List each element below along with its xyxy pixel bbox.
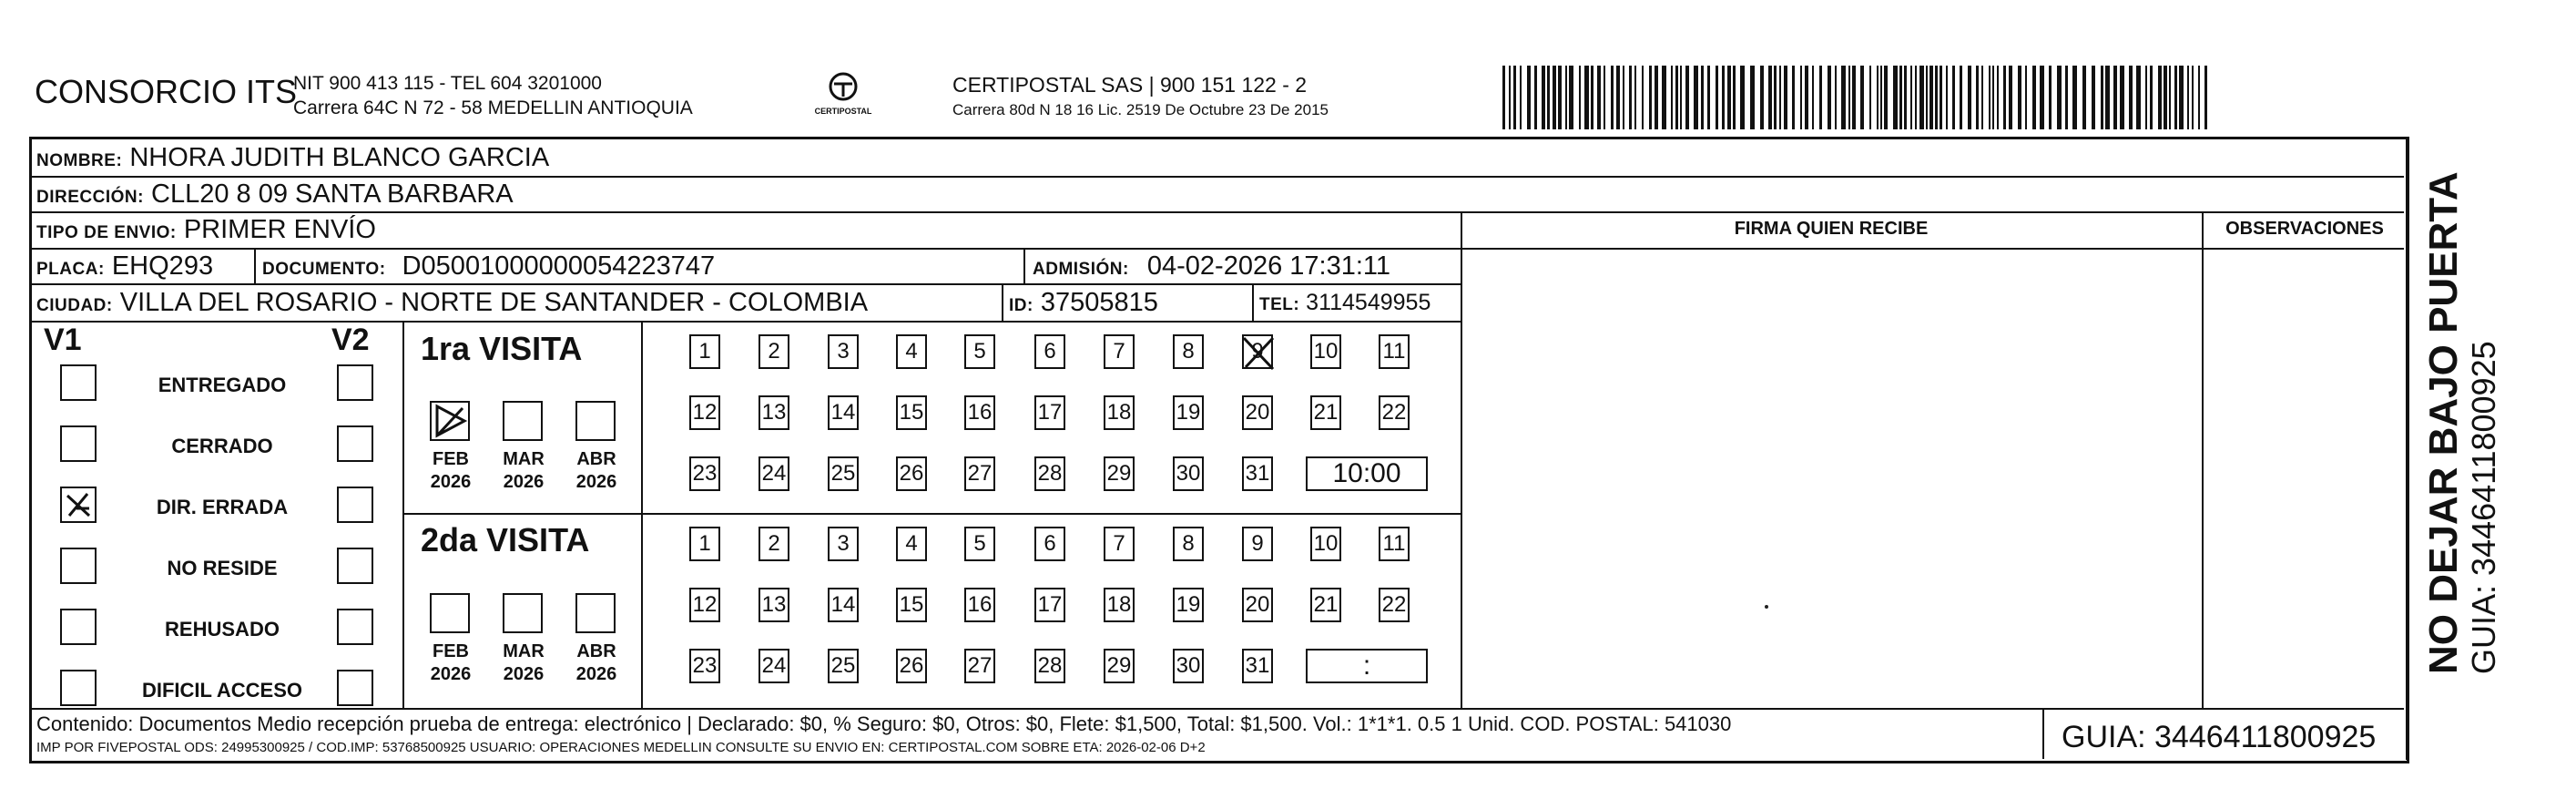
day-box[interactable]: 8: [1173, 334, 1204, 369]
v2-checkbox[interactable]: [337, 487, 373, 523]
status-label-5: DIFICIL ACCESO: [141, 679, 302, 702]
carrier-line1: CERTIPOSTAL SAS | 900 151 122 - 2: [952, 73, 1308, 97]
day-box[interactable]: 18: [1104, 395, 1135, 430]
day-box[interactable]: 14: [828, 395, 859, 430]
barcode-bar: [1935, 66, 1938, 129]
barcode-bar: [2164, 66, 2167, 129]
barcode-bar: [1558, 66, 1562, 129]
barcode-bar: [1919, 66, 1924, 129]
barcode-bar: [1910, 66, 1912, 129]
barcode-bar: [2032, 66, 2036, 129]
barcode-bar: [1860, 66, 1864, 129]
direccion-row: [36, 179, 514, 210]
day-box[interactable]: 26: [896, 649, 927, 683]
barcode-bar: [1579, 66, 1581, 129]
day-box[interactable]: 30: [1173, 649, 1204, 683]
barcode-bar: [1740, 66, 1745, 129]
observaciones-label: OBSERVACIONES: [2225, 219, 2384, 239]
year-label: 2026: [503, 472, 545, 492]
barcode-bar: [1569, 66, 1573, 129]
sender-address-line: Carrera 64C N 72 - 58 MEDELLIN ANTIOQUIA: [293, 97, 693, 118]
barcode-bar: [1792, 66, 1795, 129]
barcode-bar: [2158, 66, 2162, 129]
barcode-bar: [1760, 66, 1764, 129]
year-label: 2026: [575, 472, 617, 492]
barcode-bar: [1722, 66, 1725, 129]
barcode-bar: [2129, 66, 2133, 129]
day-box[interactable]: 22: [1379, 588, 1410, 622]
day-box[interactable]: 29: [1104, 649, 1135, 683]
barcode-bar: [1584, 66, 1589, 129]
day-box[interactable]: 10: [1310, 527, 1341, 561]
month-checkbox-abr[interactable]: [575, 593, 616, 633]
second-visit-title: 2da VISITA: [421, 521, 590, 558]
ciudad-label: CIUDAD:: [36, 296, 113, 315]
day-box[interactable]: 4: [896, 527, 927, 561]
barcode-bar: [1701, 66, 1704, 129]
v1-checkbox[interactable]: [60, 609, 97, 645]
day-box[interactable]: 11: [1379, 527, 1410, 561]
day-box[interactable]: 24: [759, 456, 789, 491]
month-label: FEB: [433, 449, 469, 469]
barcode-bar: [1929, 66, 1933, 129]
barcode-bar: [1976, 66, 1979, 129]
barcode-bar: [1869, 66, 1871, 129]
day-box[interactable]: 28: [1034, 456, 1065, 491]
year-label: 2026: [430, 472, 472, 492]
barcode-bar: [1502, 66, 1505, 129]
barcode-bar: [2204, 66, 2207, 129]
barcode-bar: [1960, 66, 1962, 129]
barcode-bar: [2120, 66, 2124, 129]
barcode-bar: [1940, 66, 1942, 129]
tel-value: 3114549955: [1306, 290, 1431, 315]
certipostal-logo: [810, 71, 876, 116]
check-mark-icon: [1240, 333, 1277, 373]
tipo-label: TIPO DE ENVIO:: [36, 223, 177, 242]
barcode-bar: [1805, 66, 1808, 129]
day-box[interactable]: 7: [1104, 334, 1135, 369]
month-label: ABR: [576, 641, 616, 661]
sender-name: CONSORCIO ITS: [35, 73, 298, 110]
day-box[interactable]: 9: [1242, 334, 1273, 369]
sender-info: [293, 71, 693, 120]
v1-checkbox[interactable]: [60, 670, 97, 706]
v2-checkbox[interactable]: [337, 609, 373, 645]
admision-label: ADMISIÓN:: [1033, 260, 1129, 279]
signature-area-mark: [1765, 605, 1768, 609]
check-mark-icon: [62, 488, 95, 521]
barcode-bar: [2082, 66, 2086, 129]
barcode-bar: [2018, 66, 2021, 129]
barcode-bar: [1852, 66, 1856, 129]
id-row: [1009, 288, 1158, 318]
status-label-4: REHUSADO: [165, 618, 280, 640]
barcode-bar: [2025, 66, 2027, 129]
barcode-bar: [1841, 66, 1846, 129]
barcode-bar: [2092, 66, 2095, 129]
day-box[interactable]: 27: [964, 456, 995, 491]
day-box[interactable]: 1: [689, 334, 720, 369]
id-label: ID:: [1009, 296, 1033, 315]
barcode-bar: [1989, 66, 1991, 129]
day-box[interactable]: 3: [828, 334, 859, 369]
v1-checkbox[interactable]: [60, 364, 97, 401]
year-label: 2026: [503, 664, 545, 684]
documento-value: D05001000000054223747: [402, 251, 716, 281]
barcode-bar: [1597, 66, 1601, 129]
day-box[interactable]: 12: [689, 395, 720, 430]
day-box[interactable]: 5: [964, 527, 995, 561]
barcode-bar: [1611, 66, 1614, 129]
barcode-bar: [1534, 66, 1537, 129]
nombre-value: NHORA JUDITH BLANCO GARCIA: [129, 143, 550, 172]
side-guia: GUIA: 3446411800925: [2465, 341, 2502, 674]
barcode-bar: [1685, 66, 1689, 129]
check-mark-icon: [432, 403, 468, 439]
barcode-bar: [1926, 66, 1928, 129]
barcode-bar: [2169, 66, 2171, 129]
side-warning: NO DEJAR BAJO PUERTA: [2421, 171, 2466, 674]
month-checkbox-mar[interactable]: [503, 401, 543, 441]
barcode-bar: [1649, 66, 1652, 129]
id-value: 37505815: [1040, 288, 1158, 317]
nombre-row: [36, 143, 549, 173]
barcode-bar: [2003, 66, 2006, 129]
sender-nit-line: NIT 900 413 115 - TEL 604 3201000: [293, 73, 602, 94]
day-box[interactable]: 18: [1104, 588, 1135, 622]
barcode-bar: [1884, 66, 1888, 129]
status-label-3: NO RESIDE: [167, 557, 278, 579]
barcode-bar: [1565, 66, 1567, 129]
barcode-bar: [2113, 66, 2117, 129]
v1-checkbox[interactable]: [60, 425, 97, 462]
day-box[interactable]: 8: [1173, 527, 1204, 561]
barcode-bar: [2179, 66, 2184, 129]
documento-row: [262, 251, 715, 282]
barcode-bar: [1509, 66, 1511, 129]
footer-guia: GUIA: 3446411800925: [2062, 720, 2377, 754]
placa-row: [36, 251, 213, 282]
barcode-bar: [2198, 66, 2200, 129]
barcode-bar: [1553, 66, 1556, 129]
barcode-bar: [2101, 66, 2103, 129]
barcode-bar: [1848, 66, 1850, 129]
day-box[interactable]: 13: [759, 395, 789, 430]
barcode-bar: [2192, 66, 2194, 129]
tipo-value: PRIMER ENVÍO: [183, 215, 376, 244]
tel-label: TEL:: [1259, 295, 1300, 314]
barcode-bar: [2136, 66, 2141, 129]
time-box[interactable]: 10:00: [1306, 456, 1428, 491]
day-box[interactable]: 28: [1034, 649, 1065, 683]
day-box[interactable]: 12: [689, 588, 720, 622]
direccion-label: DIRECCIÓN:: [36, 188, 144, 207]
day-box[interactable]: 2: [759, 527, 789, 561]
day-box[interactable]: 13: [759, 588, 789, 622]
v1-checkbox[interactable]: [60, 548, 97, 584]
barcode-bar: [1774, 66, 1777, 129]
barcode-bar: [1952, 66, 1955, 129]
placa-label: PLACA:: [36, 260, 105, 279]
day-box[interactable]: 5: [964, 334, 995, 369]
barcode-bar: [1547, 66, 1550, 129]
barcode-bar: [1520, 66, 1522, 129]
barcode-bar: [1893, 66, 1898, 129]
barcode-bar: [1733, 66, 1736, 129]
month-label: ABR: [576, 449, 616, 469]
certipostal-logo-icon: [825, 71, 861, 102]
day-box[interactable]: 24: [759, 649, 789, 683]
month-checkbox-feb[interactable]: [430, 593, 470, 633]
day-box[interactable]: 20: [1242, 588, 1273, 622]
day-box[interactable]: 25: [828, 649, 859, 683]
barcode-bar: [2187, 66, 2189, 129]
barcode-bar: [1527, 66, 1531, 129]
barcode-bar: [1784, 66, 1787, 129]
barcode-bar: [1812, 66, 1814, 129]
month-label: MAR: [503, 449, 545, 469]
year-label: 2026: [430, 664, 472, 684]
day-box[interactable]: 15: [896, 588, 927, 622]
day-box[interactable]: 23: [689, 649, 720, 683]
barcode-bar: [1880, 66, 1882, 129]
contents-line: Contenido: Documentos Medio recepción prueba de entrega: electrónico | Declarado: $0, % Seguro: $0, Otros: $0, Flete: $1,500, Total: $1,500. Vol.: 1*1*1. 0.5 1 Unid. COD. POSTAL: 541030: [36, 712, 1732, 735]
barcode-bar: [1727, 66, 1731, 129]
print-info-line: IMP POR FIVEPOSTAL ODS: 24995300925 / COD.IMP: 53768500925 USUARIO: OPERACIONES MEDELLIN CONSULTE SU ENVIO EN: CERTIPOSTAL.COM SOBRE ETA: 2026-02-06 D+2: [36, 740, 1206, 755]
barcode-bar: [1750, 66, 1755, 129]
day-box[interactable]: 10: [1310, 334, 1341, 369]
v2-checkbox[interactable]: [337, 364, 373, 401]
barcode-bar: [1968, 66, 1971, 129]
day-box[interactable]: 15: [896, 395, 927, 430]
day-box[interactable]: 17: [1034, 588, 1065, 622]
day-box[interactable]: 2: [759, 334, 789, 369]
day-box[interactable]: 27: [964, 649, 995, 683]
barcode-bar: [2145, 66, 2147, 129]
barcode: [1502, 66, 2222, 129]
day-box[interactable]: 25: [828, 456, 859, 491]
barcode-bar: [1828, 66, 1831, 129]
barcode-bar: [1800, 66, 1802, 129]
day-box[interactable]: 4: [896, 334, 927, 369]
day-box[interactable]: 14: [828, 588, 859, 622]
barcode-bar: [1992, 66, 1994, 129]
barcode-bar: [2065, 66, 2068, 129]
barcode-bar: [1662, 66, 1666, 129]
year-label: 2026: [575, 664, 617, 684]
status-label-0: ENTREGADO: [158, 374, 287, 396]
v2-header: V2: [331, 323, 370, 357]
day-box[interactable]: 21: [1310, 395, 1341, 430]
day-box[interactable]: 20: [1242, 395, 1273, 430]
tel-row: [1259, 290, 1431, 316]
admision-row: [1033, 251, 1390, 282]
placa-value: EHQ293: [111, 251, 214, 281]
admision-value: 04-02-2026 17:31:11: [1146, 251, 1391, 281]
barcode-bar: [1694, 66, 1698, 129]
barcode-bar: [1634, 66, 1636, 129]
status-label-1: CERRADO: [171, 435, 273, 457]
barcode-bar: [1997, 66, 1999, 129]
v1-header: V1: [44, 323, 82, 357]
day-box[interactable]: 19: [1173, 588, 1204, 622]
v2-checkbox[interactable]: [337, 548, 373, 584]
barcode-bar: [1680, 66, 1682, 129]
day-box[interactable]: 11: [1379, 334, 1410, 369]
barcode-bar: [1899, 66, 1902, 129]
ciudad-value: VILLA DEL ROSARIO - NORTE DE SANTANDER - COLOMBIA: [119, 288, 869, 317]
barcode-bar: [1542, 66, 1545, 129]
day-box[interactable]: 17: [1034, 395, 1065, 430]
barcode-bar: [1981, 66, 1983, 129]
time-box[interactable]: :: [1306, 649, 1428, 683]
barcode-bar: [1623, 66, 1624, 129]
barcode-bar: [1915, 66, 1917, 129]
barcode-bar: [1904, 66, 1907, 129]
v2-checkbox[interactable]: [337, 670, 373, 706]
barcode-bar: [2009, 66, 2012, 129]
barcode-bar: [1604, 66, 1605, 129]
barcode-bar: [1835, 66, 1837, 129]
barcode-bar: [2049, 66, 2052, 129]
day-box[interactable]: 22: [1379, 395, 1410, 430]
barcode-bar: [2105, 66, 2110, 129]
barcode-bar: [1591, 66, 1593, 129]
direccion-value: CLL20 8 09 SANTA BARBARA: [151, 179, 514, 209]
month-label: FEB: [433, 641, 469, 661]
nombre-label: NOMBRE:: [36, 151, 123, 170]
day-box[interactable]: 6: [1034, 527, 1065, 561]
side-text: [2422, 164, 2502, 674]
day-box[interactable]: 19: [1173, 395, 1204, 430]
carrier-line2: Carrera 80d N 18 16 Lic. 2519 De Octubre 23 De 2015: [952, 101, 1329, 118]
barcode-bar: [1779, 66, 1781, 129]
barcode-bar: [2174, 66, 2177, 129]
barcode-bar: [1671, 66, 1673, 129]
tipo-row: [36, 215, 376, 245]
barcode-bar: [1616, 66, 1620, 129]
day-box[interactable]: 16: [964, 588, 995, 622]
day-box[interactable]: 21: [1310, 588, 1341, 622]
barcode-bar: [1675, 66, 1678, 129]
month-label: MAR: [503, 641, 545, 661]
firma-label: FIRMA QUIEN RECIBE: [1734, 219, 1929, 239]
ciudad-row: [36, 288, 868, 318]
status-label-2: DIR. ERRADA: [156, 496, 289, 518]
day-box[interactable]: 16: [964, 395, 995, 430]
barcode-bar: [1819, 66, 1822, 129]
documento-label: DOCUMENTO:: [262, 260, 386, 279]
month-checkbox-abr[interactable]: [575, 401, 616, 441]
day-box[interactable]: 26: [896, 456, 927, 491]
barcode-bar: [1642, 66, 1644, 129]
day-box[interactable]: 7: [1104, 527, 1135, 561]
barcode-bar: [2057, 66, 2062, 129]
v2-checkbox[interactable]: [337, 425, 373, 462]
carrier-info: [952, 73, 1329, 119]
day-box[interactable]: 29: [1104, 456, 1135, 491]
day-box[interactable]: 31: [1242, 456, 1273, 491]
month-checkbox-feb[interactable]: [430, 401, 470, 441]
barcode-bar: [1946, 66, 1948, 129]
barcode-bar: [1716, 66, 1718, 129]
first-visit-title: 1ra VISITA: [421, 330, 583, 367]
v1-checkbox[interactable]: [60, 487, 97, 523]
barcode-bar: [1707, 66, 1710, 129]
barcode-bar: [2150, 66, 2153, 129]
barcode-bar: [1513, 66, 1516, 129]
day-box[interactable]: 9: [1242, 527, 1273, 561]
barcode-bar: [2072, 66, 2077, 129]
barcode-bar: [1655, 66, 1658, 129]
barcode-bar: [1768, 66, 1772, 129]
day-box[interactable]: 3: [828, 527, 859, 561]
day-box[interactable]: 30: [1173, 456, 1204, 491]
month-checkbox-mar[interactable]: [503, 593, 543, 633]
barcode-bar: [2040, 66, 2044, 129]
day-box[interactable]: 1: [689, 527, 720, 561]
barcode-bar: [1629, 66, 1632, 129]
day-box[interactable]: 31: [1242, 649, 1273, 683]
logo-text: CERTIPOSTAL: [814, 107, 872, 116]
day-box[interactable]: 23: [689, 456, 720, 491]
day-box[interactable]: 6: [1034, 334, 1065, 369]
barcode-bar: [1877, 66, 1879, 129]
